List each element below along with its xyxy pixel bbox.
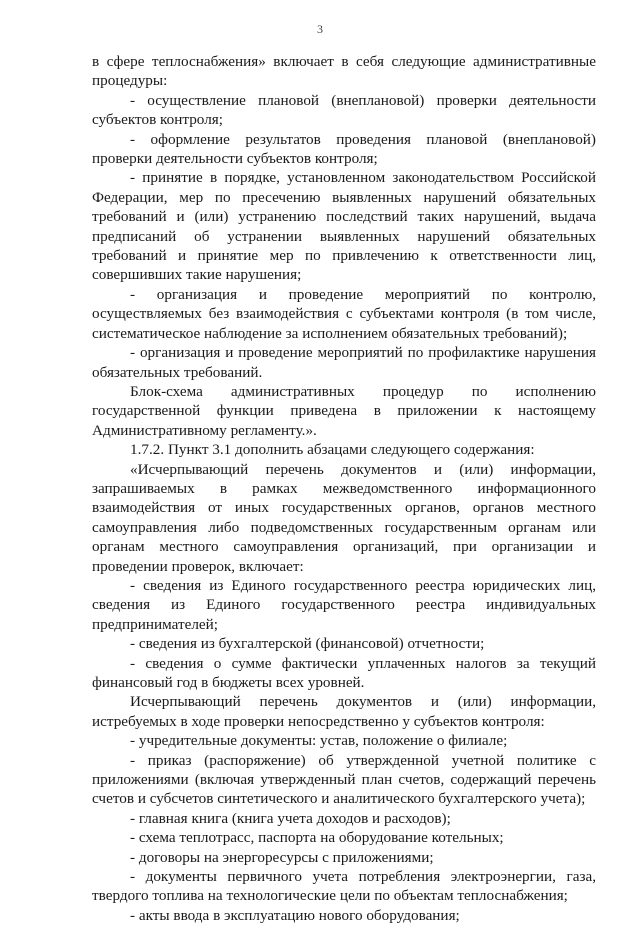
list-item: - акты ввода в эксплуатацию нового оборудования; — [130, 906, 460, 924]
page-number: 3 — [317, 22, 323, 36]
list-item: - оформление результатов проведения плановой (внеплановой) проверки деятельности субъектов контроля; — [92, 130, 596, 168]
list-item: - договоры на энергоресурсы с приложениями; — [130, 848, 434, 866]
list-item: - документы первичного учета потребления электроэнергии, газа, твердого топлива на технологические цели по объектам теплоснабжения; — [92, 868, 596, 905]
list-item: - учредительные документы: устав, положение о филиале; — [130, 732, 508, 750]
list-item: - главная книга (книга учета доходов и расходов); — [130, 809, 451, 827]
list-item: - приказ (распоряжение) об утвержденной учетной политике с приложениями (включая утвержденный план счетов, содержащий перечень счетов и субсчетов синтетического и аналитического бухгалтерского учета); — [92, 751, 596, 808]
paragraph: Исчерпывающий перечень документов и (или) информации, истребуемых в ходе проверки непосредственно у субъектов контроля: — [92, 693, 596, 730]
list-item: - организация и проведение мероприятий по профилактике нарушения обязательных требований. — [92, 344, 596, 381]
document-body — [92, 52, 596, 925]
list-item: - сведения из Единого государственного реестра юридических лиц, сведения из Единого государственного реестра индивидуальных предпринимателей; — [92, 576, 596, 633]
paragraph: Блок-схема административных процедур по исполнению государственной функции приведена в приложении к настоящему Административному регламенту.». — [92, 382, 596, 439]
list-item: - схема теплотрасс, паспорта на оборудование котельных; — [130, 829, 504, 847]
section-heading: 1.7.2. Пункт 3.1 дополнить абзацами следующего содержания: — [130, 441, 535, 459]
list-item: - осуществление плановой (внеплановой) проверки деятельности субъектов контроля; — [92, 91, 596, 129]
paragraph: «Исчерпывающий перечень документов и (или) информации, запрашиваемых в рамках межведомственного информационного взаимодействия от иных государственных органов, органов местного самоуправления либо подведомственных государственным органам или органам местного самоуправления организаций, при организации и проведении проверок, включает: — [92, 460, 596, 575]
paragraph: в сфере теплоснабжения» включает в себя следующие административные процедуры: — [92, 53, 596, 90]
list-item: - принятие в порядке, установленном законодательством Российской Федерации, мер по пресечению выявленных нарушений обязательных требований и (или) устранению последствий таких нарушений, выдача предписаний об устранении выявленных нарушений обязательных требований и принятие мер по привлечению к ответственности лиц, совершивших такие нарушения; — [92, 169, 596, 284]
list-item: - сведения из бухгалтерской (финансовой) отчетности; — [130, 635, 485, 653]
list-item: - сведения о сумме фактически уплаченных налогов за текущий финансовый год в бюджеты всех уровней. — [92, 654, 596, 691]
list-item: - организация и проведение мероприятий по контролю, осуществляемых без взаимодействия с субъектами контроля (в том числе, систематическое наблюдение за исполнением обязательных требований); — [92, 285, 596, 342]
